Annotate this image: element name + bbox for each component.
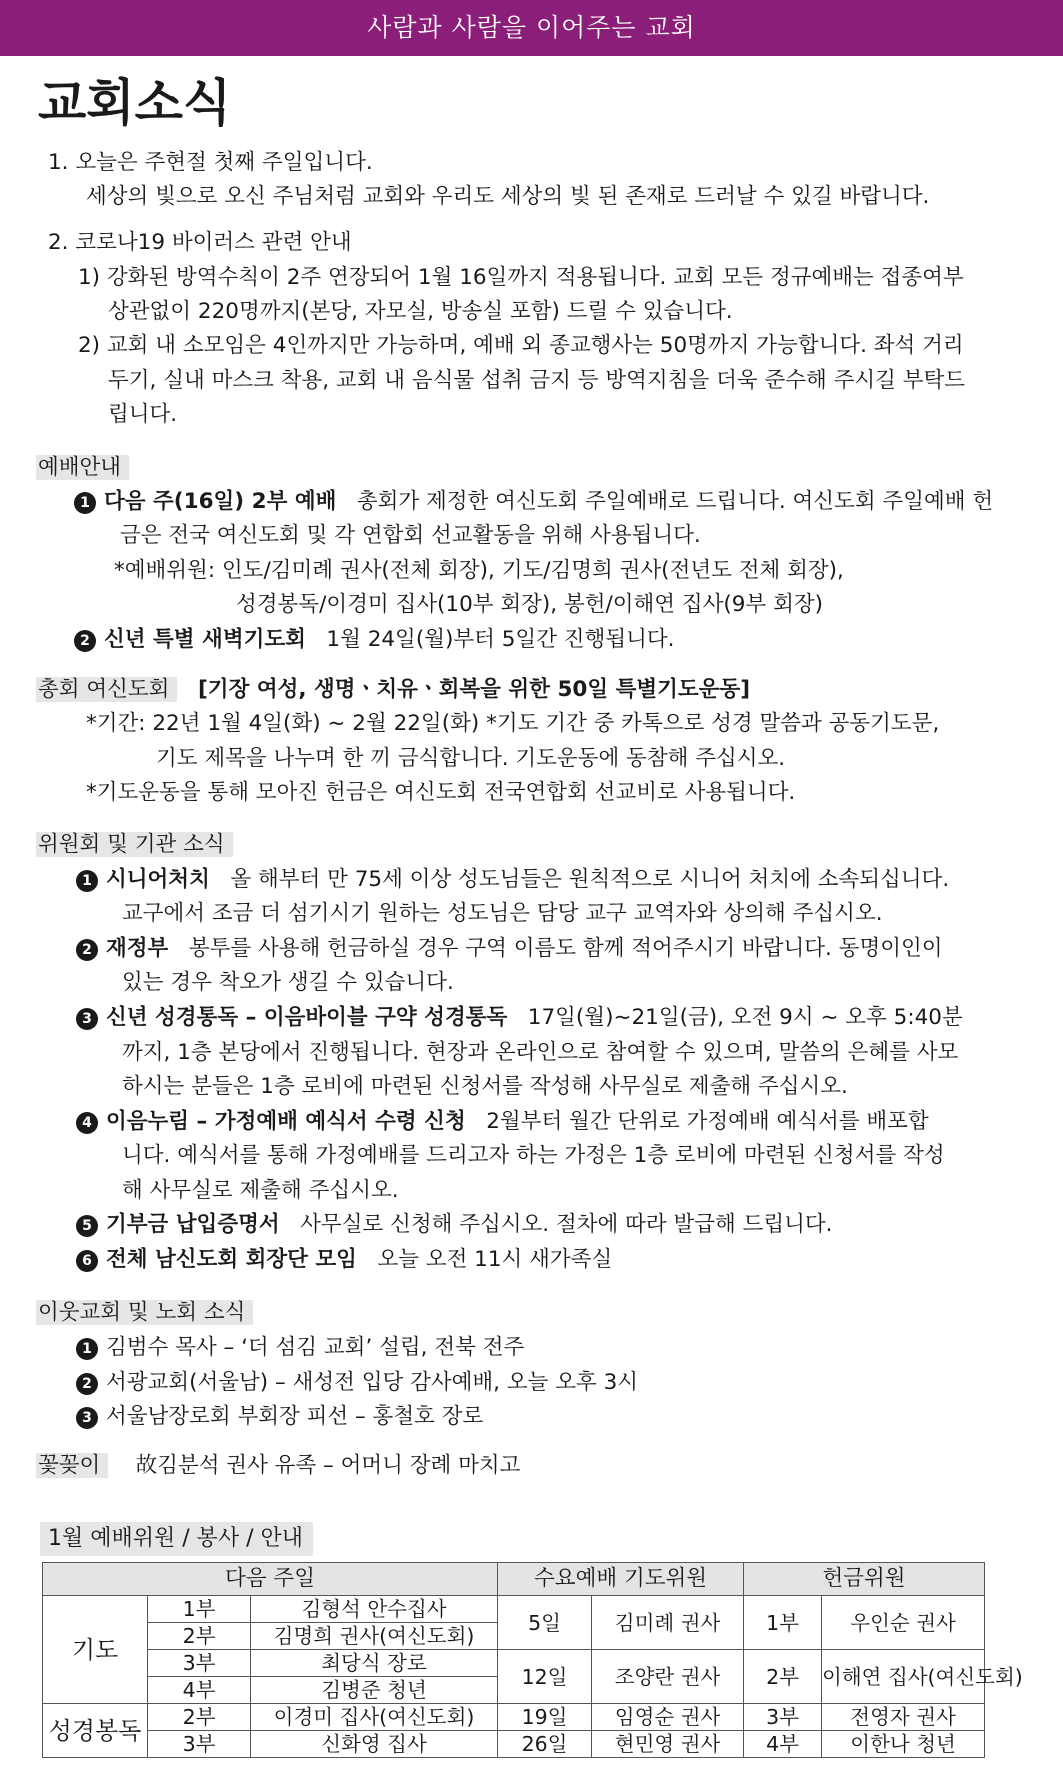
table-cell: 4부 [148,1677,251,1704]
news-item-2-sub1-line2: 상관없이 220명까지(본당, 자모실, 방송실 포함) 드릴 수 있습니다. [108,299,733,324]
table-cell: 5일 [498,1596,592,1650]
number-badge: 2 [76,939,98,961]
worship-item-1-line3: *예배위원: 인도/김미례 권사(전체 회장), 기도/김명희 권사(전년도 전체 회장), [114,558,844,583]
number-badge: 3 [76,1407,98,1429]
number-badge: 2 [76,1373,98,1395]
header-wednesday: 수요예배 기도위원 [498,1563,744,1596]
table-cell: 김명희 권사(여신도회) [251,1623,498,1650]
committee-item-2-line2: 있는 경우 착오가 생길 수 있습니다. [122,970,454,995]
news-item-2-sub2-line1: 2) 교회 내 소모임은 4인까지만 가능하며, 예배 외 종교행사는 50명까지 가능합니다. 좌석 거리 [78,333,964,358]
committee-item-3-line2: 까지, 1층 본당에서 진행됩니다. 현장과 온라인으로 참여할 수 있으며, 말씀의 은혜를 사모 [122,1040,959,1065]
committee-item-4-line2: 니다. 예식서를 통해 가정예배를 드리고자 하는 가정은 1층 로비에 마련된 신청서를 작성 [122,1143,945,1168]
committee-item-1-line1: 1 시니어처치 올 해부터 만 75세 이상 성도님들은 원칙적으로 시니어 처치에 소속되십니다. [76,863,949,897]
table-cell: 2부 [744,1650,822,1704]
number-badge: 2 [74,630,96,652]
table-row [43,1650,985,1677]
table-cell: 19일 [498,1704,592,1731]
committee-item-6: 6 전체 남신도회 회장단 모임 오늘 오전 11시 새가족실 [76,1243,612,1277]
neighbor-item-1: 1 김범수 목사 – ‘더 섬김 교회’ 설립, 전북 전주 [76,1331,524,1365]
table-cell: 이한나 청년 [822,1731,985,1758]
committee-item-4-line1: 4 이음누림 – 가정예배 예식서 수령 신청 2월부터 월간 단위로 가정예배 예식서를 배포합 [76,1105,929,1139]
table-row [43,1704,985,1731]
table-cell: 12일 [498,1650,592,1704]
womens-line3: *기도운동을 통해 모아진 헌금은 여신도회 전국연합회 선교비로 사용됩니다. [86,780,796,805]
womens-line2: 기도 제목을 나누며 한 끼 금식합니다. 기도운동에 동참해 주십시오. [156,746,786,771]
table-cell: 현민영 권사 [592,1731,744,1758]
worship-item-1-line4: 성경봉독/이경미 집사(10부 회장), 봉헌/이해연 집사(9부 회장) [236,592,824,617]
number-badge: 6 [76,1250,98,1272]
worship-item-2: 2 신년 특별 새벽기도회 1월 24일(월)부터 5일간 진행됩니다. [74,623,674,657]
number-badge: 1 [76,1338,98,1360]
number-badge: 1 [76,870,98,892]
table-cell: 2부 [148,1623,251,1650]
table-cell: 김미례 권사 [592,1596,744,1650]
news-item-2-sub1-line1: 1) 강화된 방역수칙이 2주 연장되어 1월 16일까지 적용됩니다. 교회 모든 정규예배는 접종여부 [78,265,964,290]
womens-line1: *기간: 22년 1월 4일(화) ~ 2월 22일(화) *기도 기간 중 카톡으로 성경 말씀과 공동기도문, [86,711,940,736]
section-heading-worship: 예배안내 [36,451,129,485]
worship-item-1-line2: 금은 전국 여신도회 및 각 연합회 선교활동을 위해 사용됩니다. [120,523,701,548]
womens-subtitle: [기장 여성, 생명ㆍ치유ㆍ회복을 위한 50일 특별기도운동] [197,677,751,702]
committee-item-3-line1: 3 신년 성경통독 – 이음바이블 구약 성경통독 17일(월)~21일(금), 오전 9시 ~ 오후 5:40분 [76,1001,963,1035]
table-cell: 1부 [744,1596,822,1650]
header-banner: 사람과 사람을 이어주는 교회 [0,0,1063,56]
table-cell: 3부 [148,1731,251,1758]
schedule-title: 1월 예배위원 / 봉사 / 안내 [40,1522,313,1556]
number-badge: 5 [76,1215,98,1237]
committee-item-1-line2: 교구에서 조금 더 섬기시기 원하는 성도님은 담당 교구 교역자와 상의해 주십시오. [122,901,883,926]
news-item-1-title: 1. 오늘은 주현절 첫째 주일입니다. [48,150,373,175]
number-badge: 3 [76,1008,98,1030]
news-item-2-title: 2. 코로나19 바이러스 관련 안내 [48,230,352,255]
neighbor-item-3: 3 서울남장로회 부회장 피선 – 홍철호 장로 [76,1400,483,1434]
table-cell: 이해연 집사(여신도회) [822,1650,985,1704]
table-cell: 26일 [498,1731,592,1758]
table-header-row [43,1563,985,1596]
header-next-sunday: 다음 주일 [43,1563,498,1596]
header-offering: 헌금위원 [744,1563,985,1596]
committee-item-5: 5 기부금 납입증명서 사무실로 신청해 주십시오. 절차에 따라 발급해 드립니다. [76,1208,833,1242]
table-cell: 2부 [148,1704,251,1731]
worship-item-1-line1: 1 다음 주(16일) 2부 예배 총회가 제정한 여신도회 주일예배로 드립니다. 여신도회 주일예배 헌 [74,485,993,519]
page-title: 교회소식 [38,73,232,132]
neighbor-item-2: 2 서광교회(서울남) – 새성전 입당 감사예배, 오늘 오후 3시 [76,1366,638,1400]
worship-item-1-title: 다음 주(16일) 2부 예배 [104,489,337,514]
committee-item-4-line3: 해 사무실로 제출해 주십시오. [122,1178,399,1203]
table-cell: 신화영 집사 [251,1731,498,1758]
table-cell: 김병준 청년 [251,1677,498,1704]
reading-label: 성경봉독 [43,1704,148,1758]
prayer-label: 기도 [43,1596,148,1704]
table-row [43,1596,985,1623]
news-item-2-sub2-line3: 립니다. [108,402,178,427]
table-cell: 임영순 권사 [592,1704,744,1731]
section-heading-womens: 총회 여신도회 [기장 여성, 생명ㆍ치유ㆍ회복을 위한 50일 특별기도운동] [38,677,751,702]
table-cell: 이경미 집사(여신도회) [251,1704,498,1731]
section-heading-flowers: 꽃꽂이 故김분석 권사 유족 – 어머니 장례 마치고 [38,1453,521,1478]
table-row [43,1731,985,1758]
news-item-2-sub2-line2: 두기, 실내 마스크 착용, 교회 내 음식물 섭취 금지 등 방역지침을 더욱 준수해 주시길 부탁드 [108,368,966,393]
worship-item-2-title: 신년 특별 새벽기도회 [104,627,306,652]
table-cell: 3부 [744,1704,822,1731]
table-cell: 1부 [148,1596,251,1623]
table-cell: 4부 [744,1731,822,1758]
committee-item-2-line1: 2 재정부 봉투를 사용해 헌금하실 경우 구역 이름도 함께 적어주시기 바랍니다. 동명이인이 [76,932,943,966]
schedule-table [42,1562,1023,1758]
committee-item-3-line3: 하시는 분들은 1층 로비에 마련된 신청서를 작성해 사무실로 제출해 주십시오. [122,1074,848,1099]
table-cell: 김형석 안수집사 [251,1596,498,1623]
table-cell: 최당식 장로 [251,1650,498,1677]
table-cell: 전영자 권사 [822,1704,985,1731]
flowers-text: 故김분석 권사 유족 – 어머니 장례 마치고 [135,1453,521,1478]
news-item-1-body: 세상의 빛으로 오신 주님처럼 교회와 우리도 세상의 빛 된 존재로 드러날 수 있길 바랍니다. [86,184,930,209]
table-cell: 조양란 권사 [592,1650,744,1704]
section-heading-committee: 위원회 및 기관 소식 [36,828,233,862]
number-badge: 1 [74,492,96,514]
table-cell: 우인순 권사 [822,1596,985,1650]
table-cell: 3부 [148,1650,251,1677]
section-heading-neighbor: 이웃교회 및 노회 소식 [36,1296,253,1330]
number-badge: 4 [76,1112,98,1134]
